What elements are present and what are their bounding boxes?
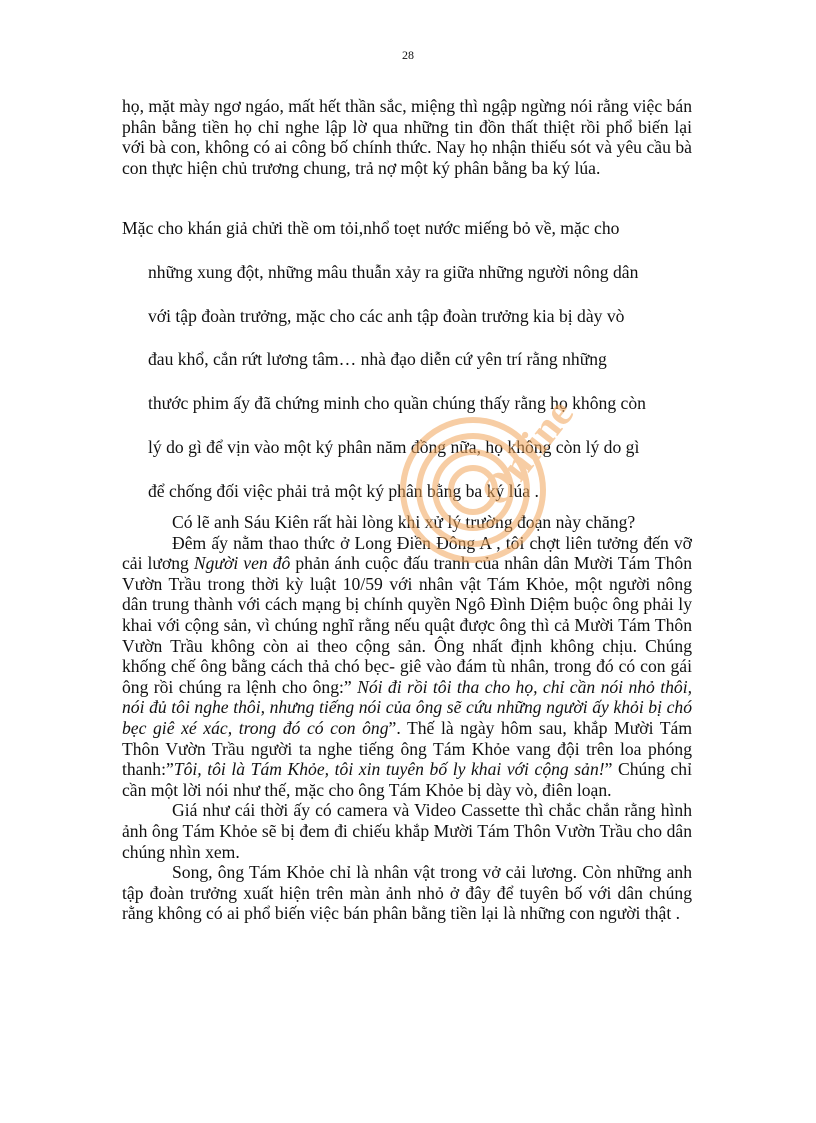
italic-quote: Tôi, tôi là Tám Khỏe, tôi xin tuyên bố ly khai với cộng sản! bbox=[173, 759, 605, 780]
text-block-double-spaced bbox=[122, 207, 694, 514]
paragraph bbox=[122, 533, 692, 801]
text-line: thước phim ấy đã chứng minh cho quần chúng thấy rằng họ không còn bbox=[148, 393, 646, 414]
paragraph: họ, mặt mày ngơ ngáo, mất hết thần sắc, miệng thì ngập ngừng nói rằng việc bán phân bằng tiền họ chỉ nghe lập lờ qua những tin đồn thất thiệt rồi phổ biến lại với bà con, không có ai công bố chính thức. Nay họ nhận thiếu sót và yêu cầu bà con thực hiện chủ trương chung, trả nợ một ký phân bằng ba ký lúa. bbox=[122, 96, 692, 178]
watermark-text: Online bbox=[471, 391, 583, 516]
paragraph: Song, ông Tám Khỏe chỉ là nhân vật trong vở cải lương. Còn những anh tập đoàn trưởng xuất hiện trên màn ảnh nhỏ ở đây để tuyên bố với dân chúng rằng không có ai phổ biến việc bán phân bằng tiền lại là những con người thật . bbox=[122, 862, 692, 924]
text-span: phản ánh cuộc đấu tranh của nhân dân Mười Tám Thôn Vườn Trầu trong thời kỳ luật 10/59 với nhân vật Tám Khỏe, một người nông dân trung thành với cách mạng bị chính quyền Ngô Đình Diệm buộc ông phải ly khai với cộng sản, vì chúng nghĩ rằng nếu quật được ông thì cả Mười Tám Thôn Vườn Trầu không còn ai theo cộng sản. Ông nhất định không chịu. Chúng khống chế ông bằng cách thả chó bẹc- giê vào đám tù nhân, trong đó có con gái ông rồi chúng ra lệnh cho ông:” bbox=[122, 553, 693, 697]
text-line: lý do gì để vịn vào một ký phân năm đồng nữa, họ không còn lý do gì bbox=[148, 436, 640, 457]
text-line: Mặc cho khán giả chửi thề om tỏi,nhổ toẹt nước miếng bỏ về, mặc cho bbox=[122, 218, 620, 238]
italic-title: Người ven đô bbox=[193, 553, 291, 574]
text-span: ” Chúng chỉ cần một lời nói như thế, mặc cho ông Tám Khỏe bị dày vò, điên loạn. bbox=[122, 759, 692, 800]
text-line: với tập đoàn trưởng, mặc cho các anh tập đoàn trưởng kia bị dày vò bbox=[148, 305, 625, 326]
text-span: Đêm ấy nằm thao thức ở Long Điền Đông A , tôi chợt liên tưởng đến vỡ cải lương bbox=[122, 532, 692, 574]
text-block-bottom bbox=[122, 512, 692, 924]
text-line: đau khổ, cắn rứt lương tâm… nhà đạo diễn cứ yên trí rằng những bbox=[148, 349, 607, 370]
paragraph: Có lẽ anh Sáu Kiên rất hài lòng khi xử lý trường đoạn này chăng? bbox=[172, 512, 636, 532]
text-line: để chống đối việc phải trả một ký phân bằng ba ký lúa . bbox=[148, 480, 539, 501]
paragraph: Giá như cái thời ấy có camera và Video Cassette thì chắc chắn rằng hình ảnh ông Tám Khỏe sẽ bị đem đi chiếu khắp Mười Tám Thôn Vườn Trầu cho dân chúng nhìn xem. bbox=[122, 800, 692, 862]
text-block-top bbox=[122, 96, 692, 178]
page-number: 28 bbox=[402, 48, 414, 62]
text-span: ”. Thế là ngày hôm sau, khắp Mười Tám Thôn Vườn Trầu người ta nghe tiếng ông Tám Khỏe vang đội trên loa phóng thanh:” bbox=[122, 717, 693, 780]
italic-quote: Nói đi rồi tôi tha cho họ, chỉ cần nói nhỏ thôi, nói đủ tôi nghe thôi, nhưng tiếng nói của ông sẽ cứu những người ấy khỏi bị chó bẹc giê xé xác, trong đó có con ông bbox=[122, 676, 693, 738]
text-line: những xung đột, những mâu thuẫn xảy ra giữa những người nông dân bbox=[148, 261, 639, 282]
